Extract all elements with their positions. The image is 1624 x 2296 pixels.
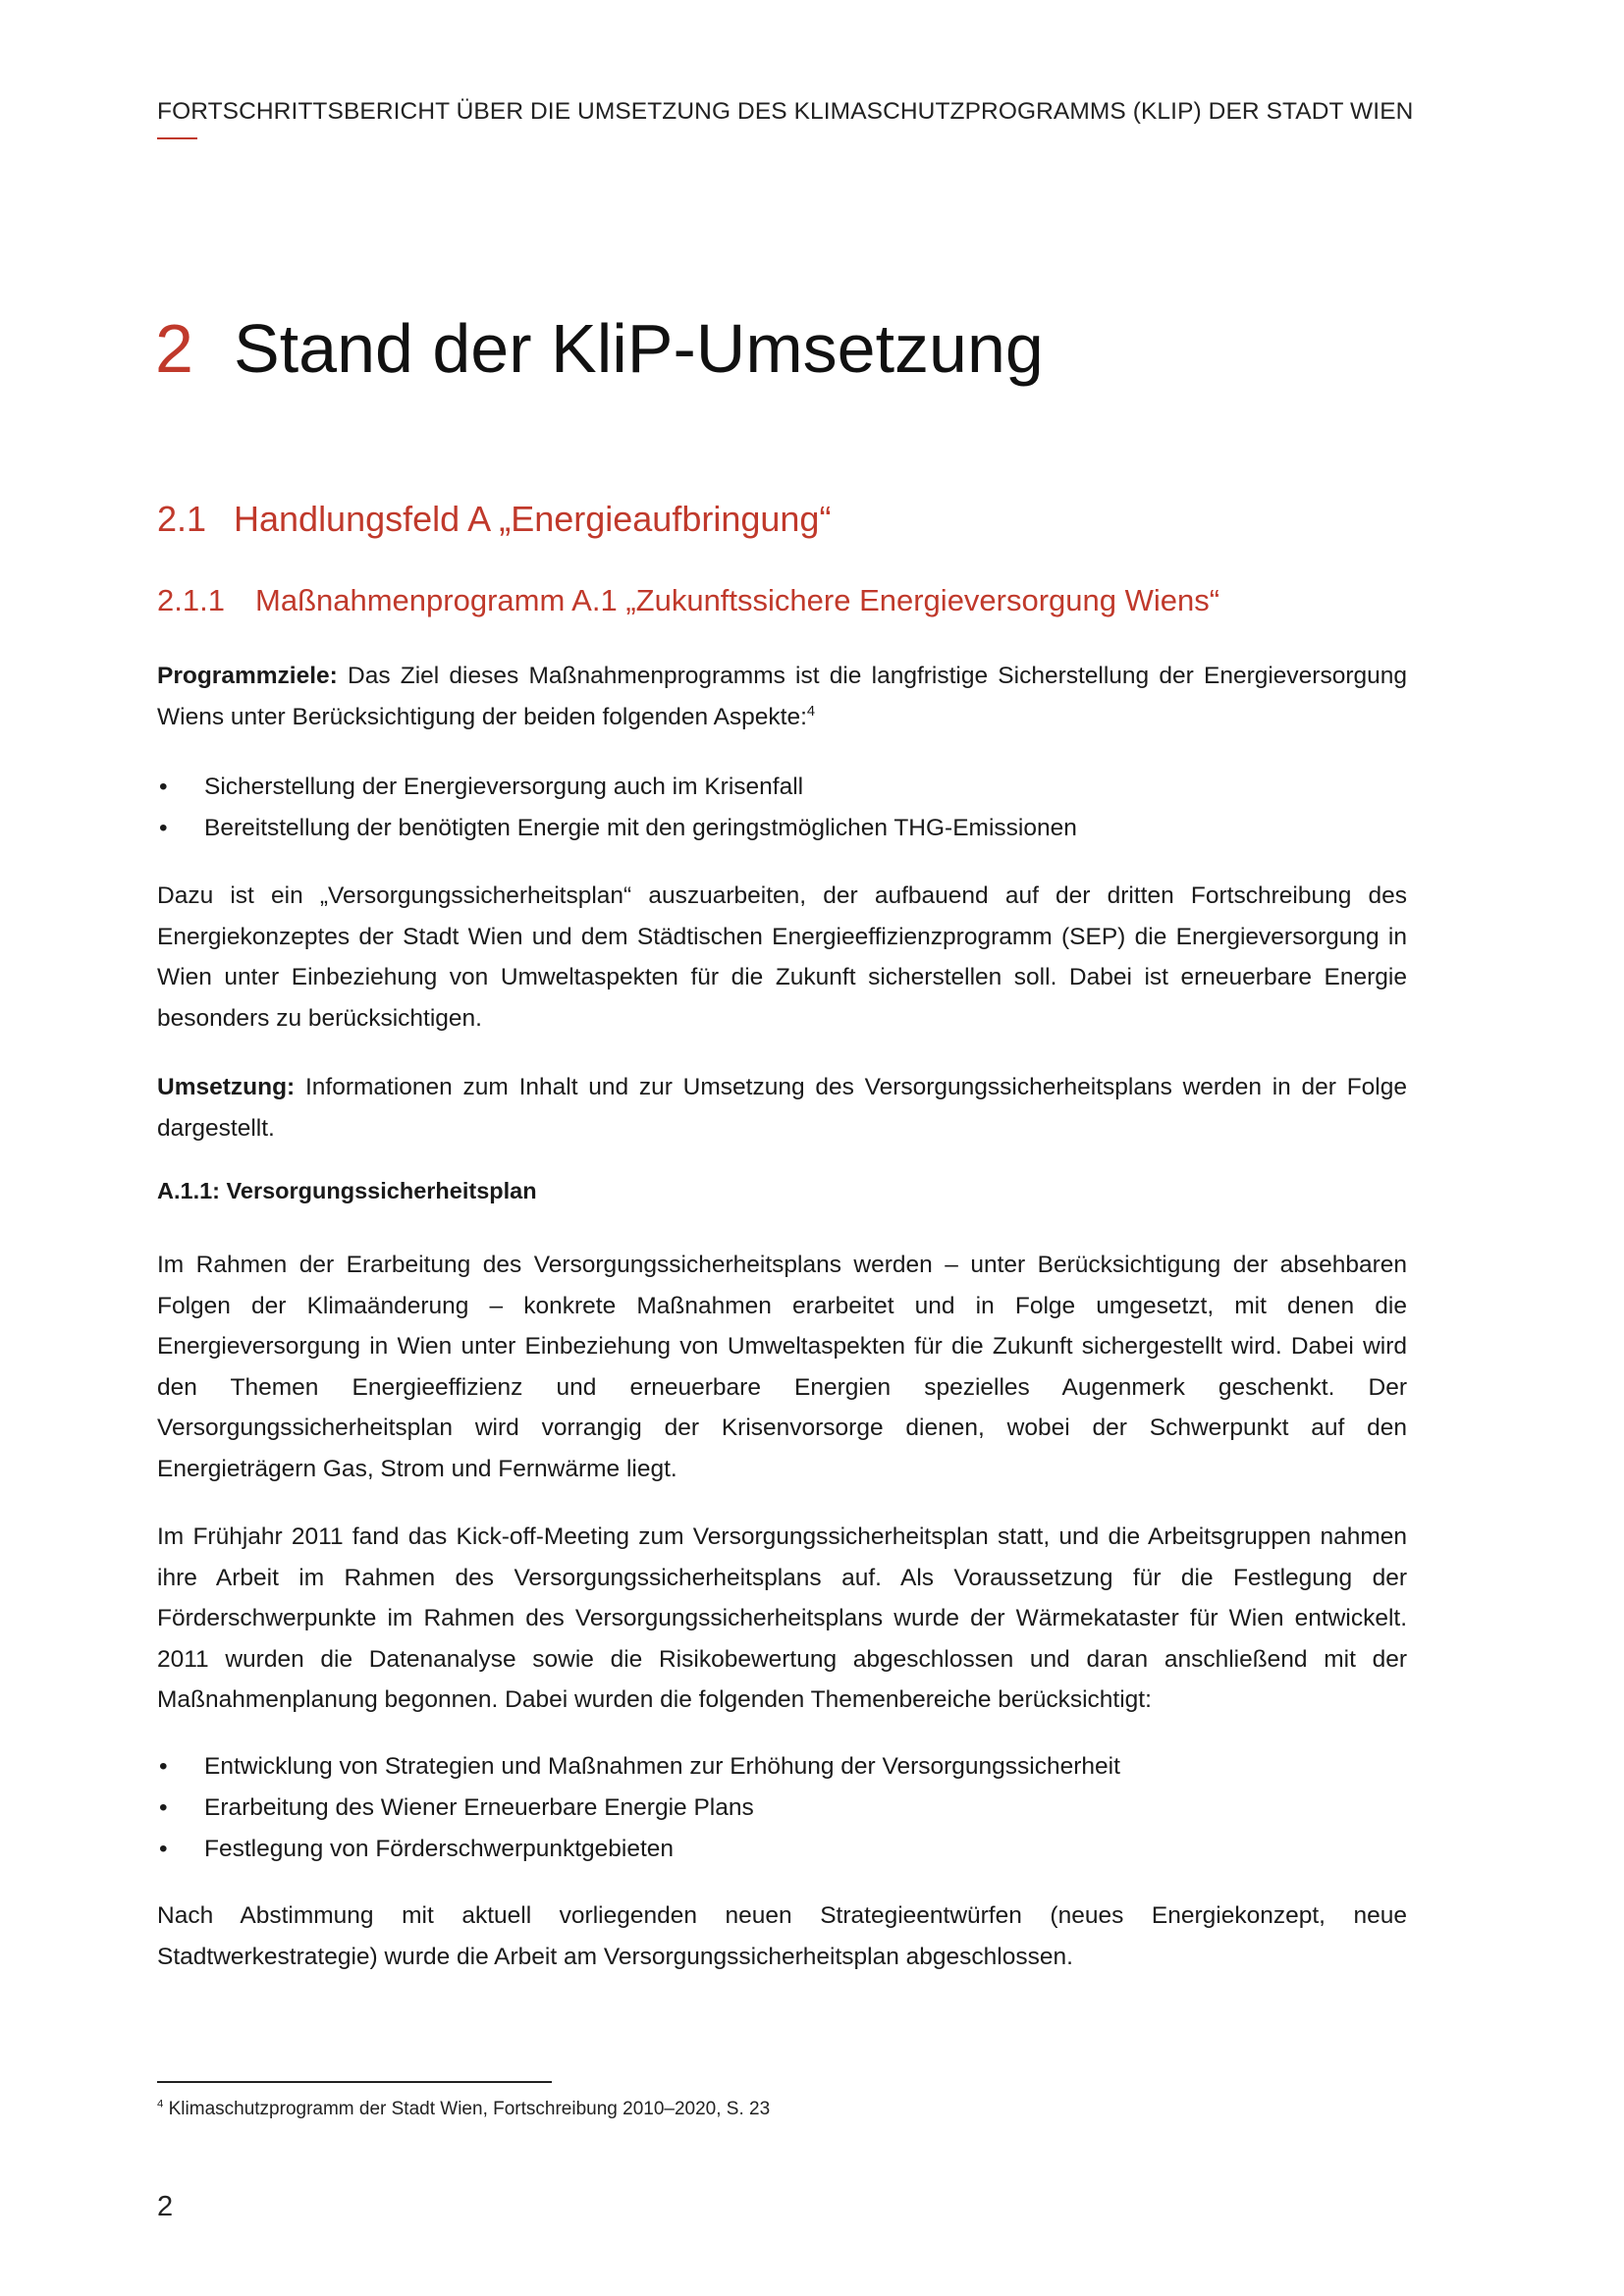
topics-list: [157, 1746, 1407, 1870]
paragraph-abstimmung: Nach Abstimmung mit aktuell vorliegenden neuen Strategieentwürfen (neues Energiekonzept, neue Stadtwerkestrategie) wurde die Arbeit am Versorgungssicherheitsplan abgeschlossen.: [157, 1902, 1407, 1970]
umsetzung-paragraph: [157, 1067, 1407, 1148]
list-item: • Sicherstellung der Energieversorgung auch im Krisenfall: [157, 767, 1407, 808]
measure-heading: A.1.1: Versorgungssicherheitsplan: [157, 1178, 537, 1203]
programmziele-label: Programmziele:: [157, 663, 338, 689]
footnote: [157, 2099, 770, 2120]
footnote-number: 4: [157, 2098, 164, 2110]
paragraph-fruehjahr: Im Frühjahr 2011 fand das Kick-off-Meeting zum Versorgungssicherheitsplan statt, und die Arbeitsgruppen nahmen ihre Arbeit im Rahmen des Versorgungssicherheitsplans auf. Als Voraussetzung für die Festlegung der Förderschwerpunkte im Rahmen des Versorgungssicherheitsplans wurde der Wärmekataster für Wien entwickelt. 2011 wurden die Datenanalyse sowie die Risikobewertung abgeschlossen und daran anschließend mit der Maßnahmenplanung begonnen. Dabei wurden die folgenden Themenbereiche berücksichtigt:: [157, 1523, 1407, 1713]
chapter-number: 2: [155, 310, 193, 387]
subsection-heading: [157, 583, 1219, 618]
chapter-title: Stand der KliP-Umsetzung: [234, 310, 1044, 387]
subsection-number: 2.1.1: [157, 583, 225, 617]
footnote-text: Klimaschutzprogramm der Stadt Wien, Fortschreibung 2010–2020, S. 23: [163, 2099, 771, 2119]
paragraph-dazu: Dazu ist ein „Versorgungssicherheitsplan“ auszuarbeiten, der aufbauend auf der dritten Fortschreibung des Energiekonzeptes der Stadt Wien und dem Städtischen Energieeffizienzprogramm (SEP) die Energieversorgung in Wien unter Einbeziehung von Umweltaspekten für die Zukunft sicherstellen soll. Dabei ist erneuerbare Energie besonders zu berücksichtigen.: [157, 882, 1407, 1032]
section-number: 2.1: [157, 499, 207, 539]
paragraph-rahmen: Im Rahmen der Erarbeitung des Versorgungssicherheitsplans werden – unter Berücksichtigung der absehbaren Folgen der Klimaänderung – konkrete Maßnahmen erarbeitet und in Folge umgesetzt, mit denen die Energieversorgung in Wien unter Einbeziehung von Umweltaspekten für die Zukunft sichergestellt wird. Dabei wird den Themen Energieeffizienz und erneuerbare Energien spezielles Augenmerk geschenkt. Der Versorgungssicherheitsplan wird vorrangig der Krisenvorsorge dienen, wobei der Schwerpunkt auf den Energieträgern Gas, Strom und Fernwärme liegt.: [157, 1252, 1407, 1482]
page-number: 2: [157, 2191, 174, 2222]
umsetzung-text: Informationen zum Inhalt und zur Umsetzung des Versorgungssicherheitsplans werden in der Folge dargestellt.: [157, 1074, 1407, 1142]
subsection-title: Maßnahmenprogramm A.1 „Zukunftssichere Energieversorgung Wiens“: [255, 583, 1220, 617]
programmziele-paragraph: [157, 656, 1407, 737]
running-header: FORTSCHRITTSBERICHT ÜBER DIE UMSETZUNG DES KLIMASCHUTZPROGRAMMS (KLIP) DER STADT WIEN: [157, 98, 1414, 125]
footnote-separator: [157, 2081, 552, 2083]
list-item: • Entwicklung von Strategien und Maßnahmen zur Erhöhung der Versorgungssicherheit: [157, 1746, 1407, 1788]
umsetzung-label: Umsetzung:: [157, 1074, 296, 1100]
section-title: Handlungsfeld A „Energieaufbringung“: [234, 499, 832, 539]
aspects-list: [157, 767, 1407, 849]
chapter-heading: [155, 310, 1044, 387]
footnote-reference: 4: [806, 703, 816, 720]
list-item: • Festlegung von Förderschwerpunktgebieten: [157, 1829, 1407, 1870]
header-accent-rule: [157, 137, 197, 139]
programmziele-text: Das Ziel dieses Maßnahmenprogramms ist die langfristige Sicherstellung der Energieversorgung Wiens unter Berücksichtigung der beiden folgenden Aspekte:: [157, 663, 1407, 730]
section-heading: [157, 499, 831, 540]
list-item: • Bereitstellung der benötigten Energie mit den geringstmöglichen THG-Emissionen: [157, 808, 1407, 849]
list-item: • Erarbeitung des Wiener Erneuerbare Energie Plans: [157, 1788, 1407, 1829]
